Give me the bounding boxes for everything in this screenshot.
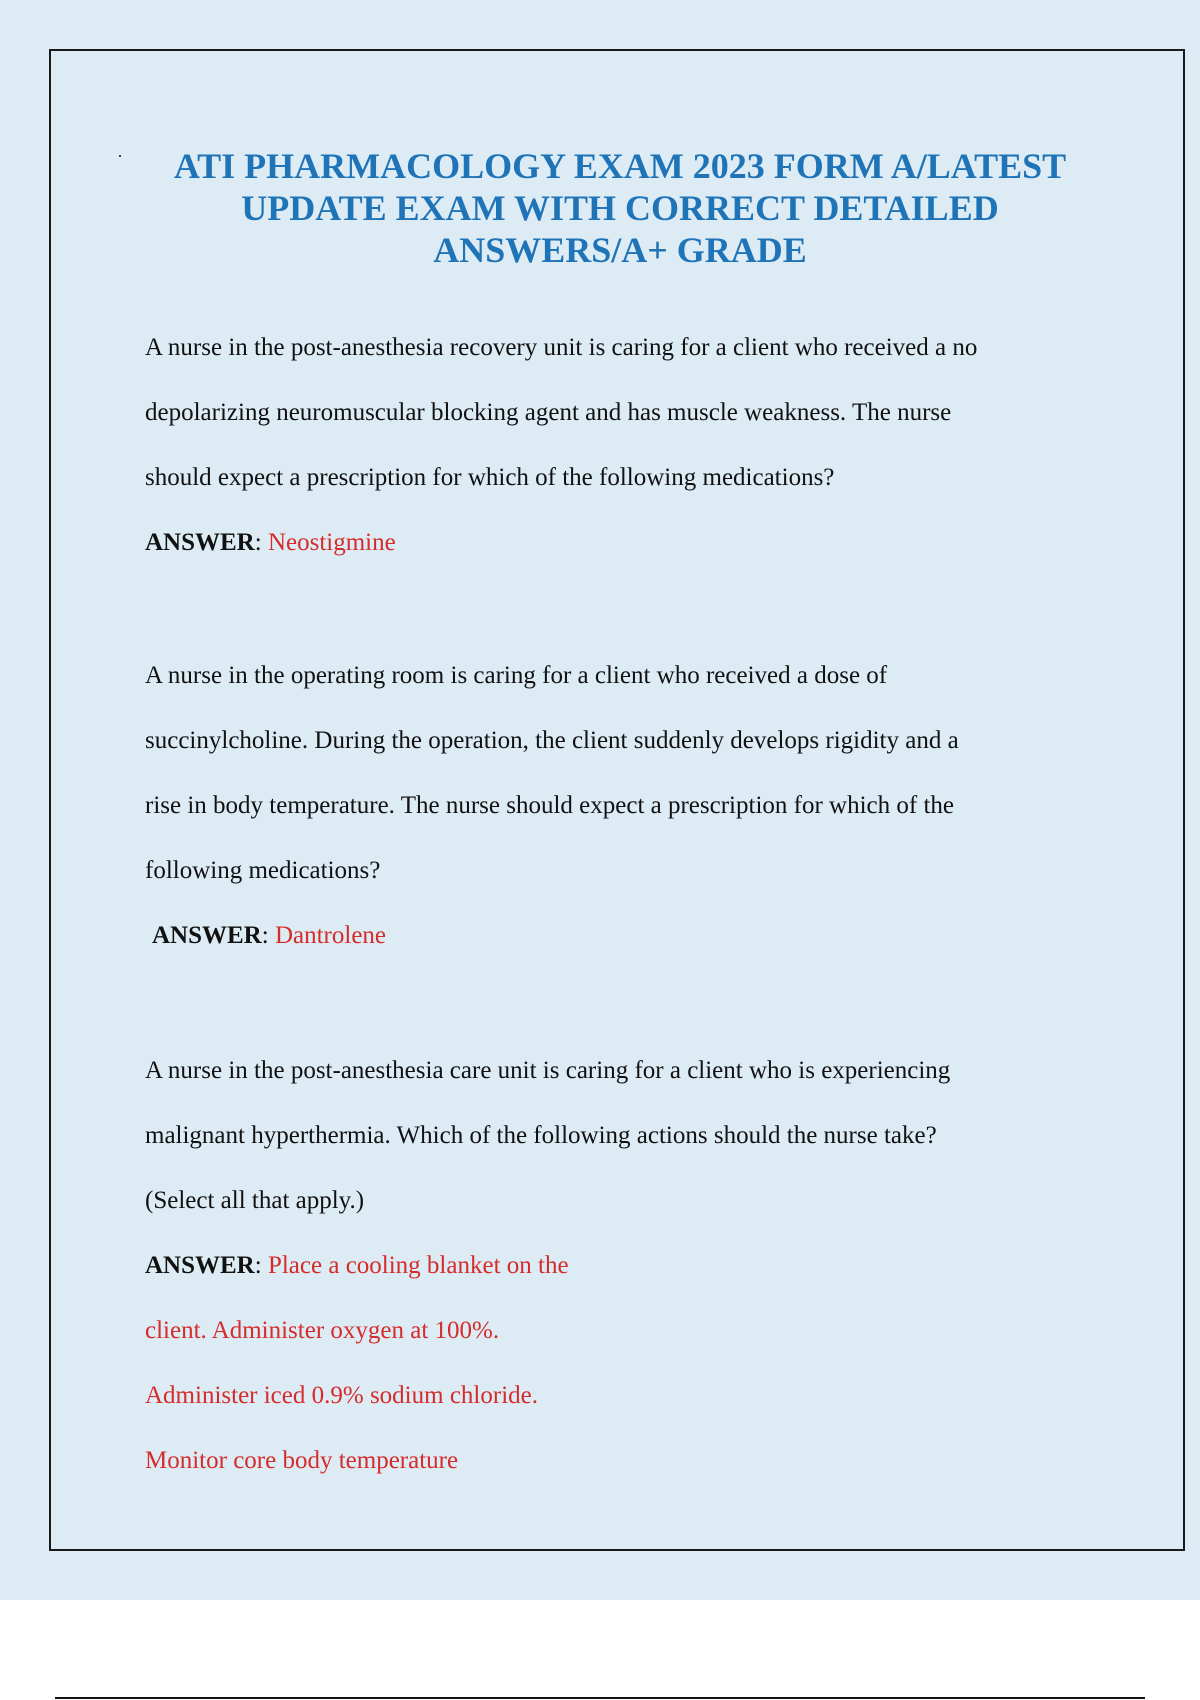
answer-text: Place a cooling blanket on the	[267, 1252, 569, 1279]
question-line: (Select all that apply.)	[145, 1187, 365, 1214]
question-line: should expect a prescription for which of the following medications?	[145, 464, 835, 491]
answer-text: Neostigmine	[267, 529, 396, 556]
question-2-text	[145, 643, 1105, 903]
question-3	[145, 1038, 1105, 1493]
answer-continuation: Administer iced 0.9% sodium chloride.	[145, 1382, 538, 1409]
title-line: ANSWERS/A+ GRADE	[433, 230, 807, 270]
answer-label: ANSWER	[145, 529, 255, 556]
question-1	[145, 315, 1105, 575]
question-line: A nurse in the operating room is caring for a client who received a dose of	[145, 662, 888, 689]
question-2-answer: ANSWER: Dantrolene	[152, 922, 387, 949]
footer-rule	[55, 1697, 1145, 1699]
document-body	[145, 315, 1105, 1493]
answer-continuation: client. Administer oxygen at 100%.	[145, 1317, 500, 1344]
question-1-text	[145, 315, 1105, 510]
question-line: rise in body temperature. The nurse should expect a prescription for which of the	[145, 792, 955, 819]
title-line: ATI PHARMACOLOGY EXAM 2023 FORM A/LATEST	[173, 146, 1067, 186]
answer-continuation: Monitor core body temperature	[145, 1447, 459, 1474]
question-line: A nurse in the post-anesthesia care unit is caring for a client who is experiencing	[145, 1057, 951, 1084]
document-title	[120, 145, 1120, 271]
question-line: following medications?	[145, 857, 381, 884]
question-line: depolarizing neuromuscular blocking agent and has muscle weakness. The nurse	[145, 399, 952, 426]
answer-text: Dantrolene	[274, 922, 387, 949]
question-line: A nurse in the post-anesthesia recovery unit is caring for a client who received a no	[145, 334, 978, 361]
question-2	[145, 643, 1105, 968]
question-1-answer: ANSWER: Neostigmine	[145, 529, 396, 556]
question-3-answer: ANSWER: Place a cooling blanket on the	[145, 1252, 569, 1279]
question-3-text	[145, 1038, 1105, 1233]
answer-label: ANSWER	[145, 1252, 255, 1279]
answer-label: ANSWER	[152, 922, 262, 949]
title-line: UPDATE EXAM WITH CORRECT DETAILED	[241, 188, 999, 228]
question-line: malignant hyperthermia. Which of the following actions should the nurse take?	[145, 1122, 937, 1149]
question-line: succinylcholine. During the operation, the client suddenly develops rigidity and a	[145, 727, 959, 754]
spacer	[145, 575, 1105, 643]
spacer	[145, 968, 1105, 1038]
